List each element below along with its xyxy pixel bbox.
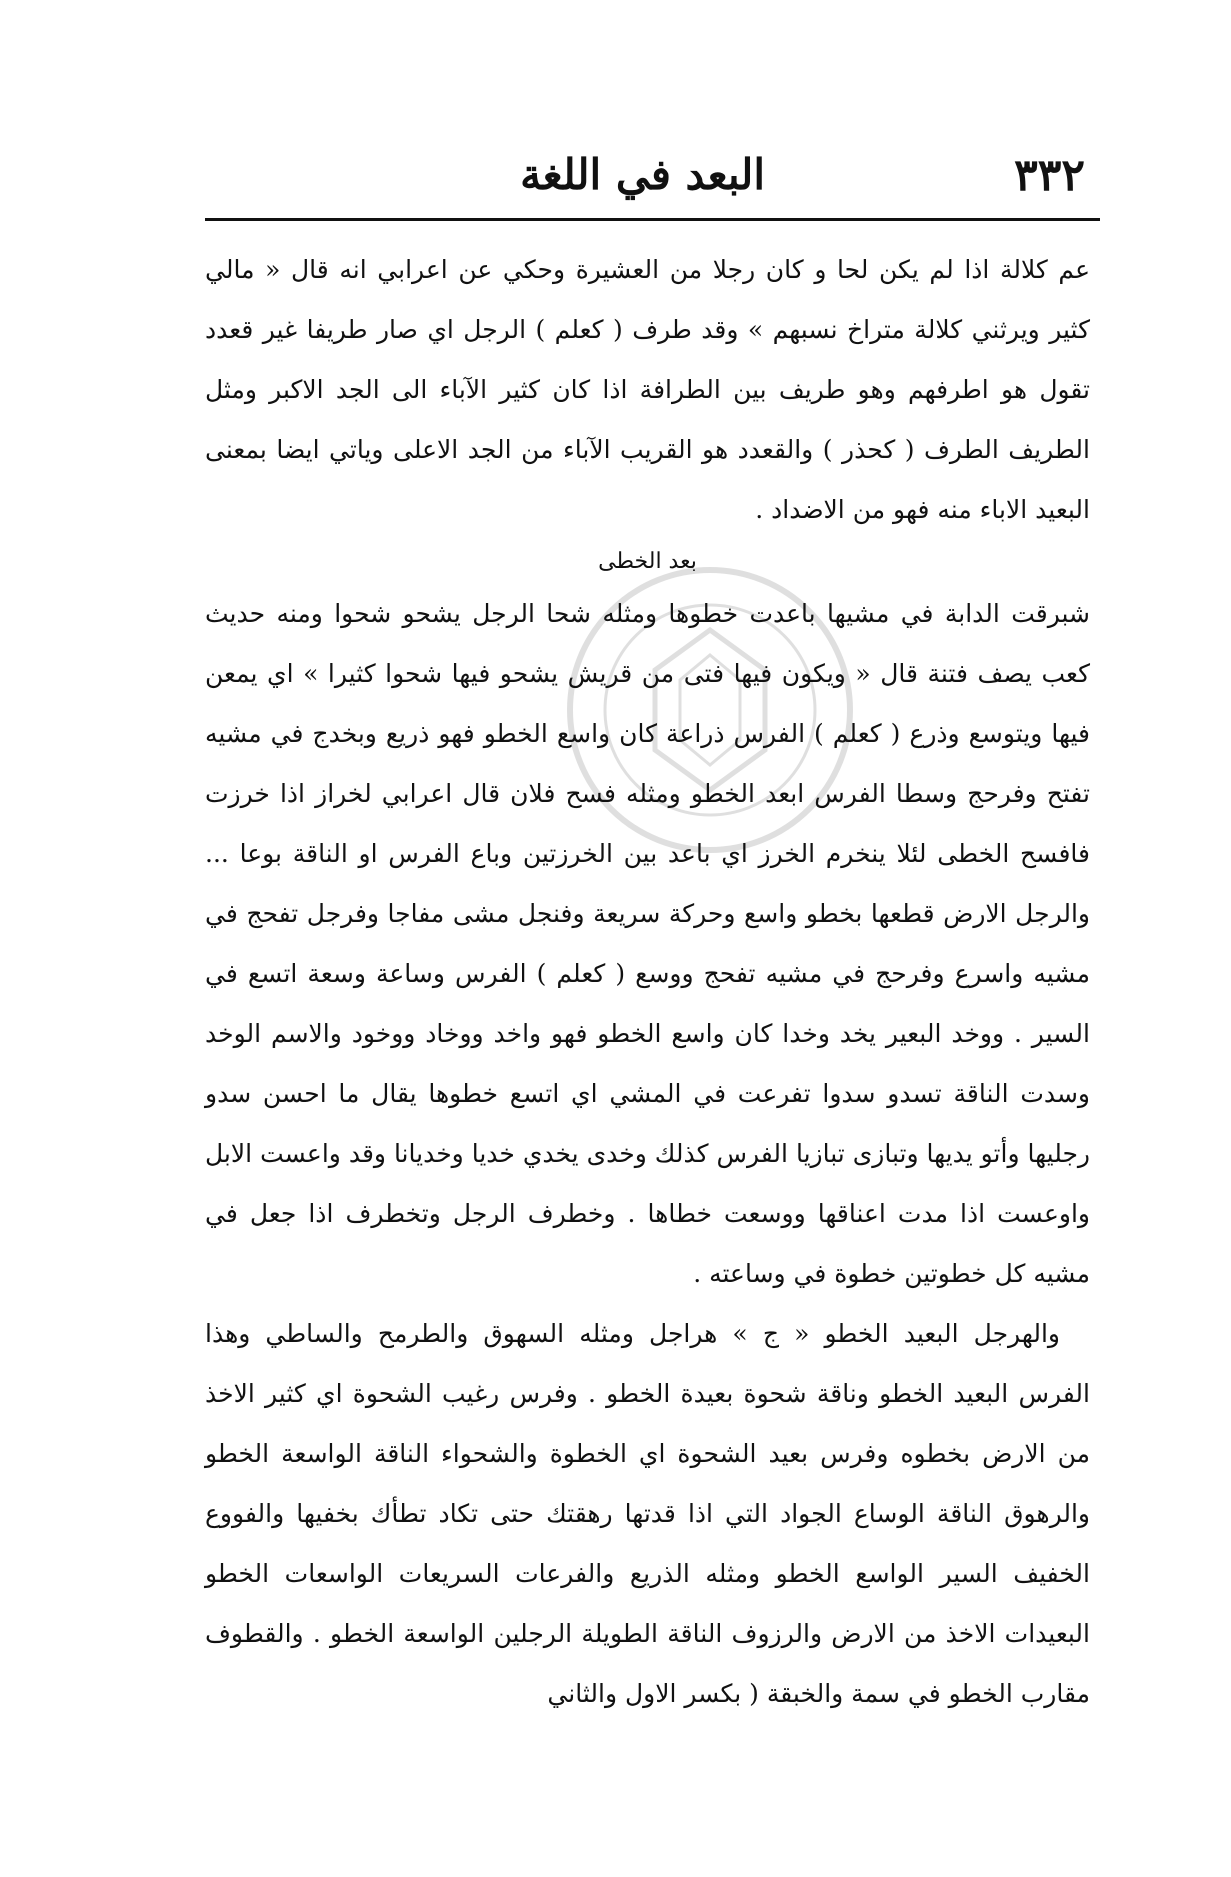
paragraph-section-2: والهرجل البعيد الخطو « ج » هراجل ومثله السهوق والطرمح والساطي وهذا الفرس البعيد الخطو وناقة شحوة بعيدة الخطو . وفرس رغيب الشحوة اي كثير الاخذ من الارض بخطوه وفرس بعيد الشحوة اي الخطوة والشحواء الناقة الواسعة الخطو والرهوق الناقة الوساع الجواد التي اذا قدتها رهقتك حتى تكاد تطأك بخفيها والفووع الخفيف السير الواسع الخطو ومثله الذريع والفرعات السريعات الواسعات الخطو البعيدات الاخذ من الارض والرزوف الناقة الطويلة الرجلين الواسعة الخطو . والقطوف مقارب الخطو في سمة والخبقة ( بكسر الاول والثاني (205, 1319, 1090, 1708)
paragraph-top-1: عم كلالة اذا لم يكن لحا و كان رجلا من العشيرة وحكي عن اعرابي انه قال « مالي كثير ويرثني كلالة متراخ نسبهم » وقد طرف ( كعلم ) الرجل اي صار طريفا غير قعدد تقول هو اطرفهم وهو طريف بين الطرافة اذا كان كثير الآباء الى الجد الاكبر ومثل الطريف الطرف ( كحذر ) والقعدد هو القريب الآباء من الجد الاعلى وياتي ايضا بمعنى البعيد الاباء منه فهو من الاضداد . (205, 255, 1090, 524)
running-title: البعد في اللغة (520, 150, 765, 199)
page-body (205, 240, 1090, 1724)
page-header (205, 150, 1085, 210)
section-heading: بعد الخطى (598, 549, 697, 574)
paragraph-section-1: شبرقت الدابة في مشيها باعدت خطوها ومثله شحا الرجل يشحو شحوا ومنه حديث كعب يصف فتنة قال « ويكون فيها فتى من قريش يشحو فيها شحوا كثيرا » اي يمعن فيها ويتوسع وذرع ( كعلم ) الفرس ذراعة كان واسع الخطو فهو ذريع وبخدج في مشيه تفتح وفرحج وسطا الفرس ابعد الخطو ومثله فسح فلان قال اعرابي لخراز اذا خرزت فافسح الخطى لئلا ينخرم الخرز اي باعد بين الخرزتين وباع الفرس او الناقة بوعا ... والرجل الارض قطعها بخطو واسع وحركة سريعة وفنجل مشى مفاجا وفرجل تفحج في مشيه واسرع وفرحج في مشيه تفحج ووسع ( كعلم ) الفرس وساعة وسعة اتسع في السير . ووخد البعير يخد وخدا كان واسع الخطو فهو واخد ووخاد ووخود والاسم الوخد وسدت الناقة تسدو سدوا تفرعت في المشي اي اتسع خطوها يقال ما احسن سدو رجليها وأتو يديها وتبازى تبازيا الفرس كذلك وخدى يخدي خديا وخديانا وقد واعست الابل واوعست اذا مدت اعناقها ووسعت خطاها . وخطرف الرجل وتخطرف اذا جعل في مشيه كل خطوتين خطوة في وساعته . (205, 599, 1090, 1288)
page-number: ٣٣٢ (1014, 150, 1085, 201)
header-rule (205, 218, 1100, 221)
